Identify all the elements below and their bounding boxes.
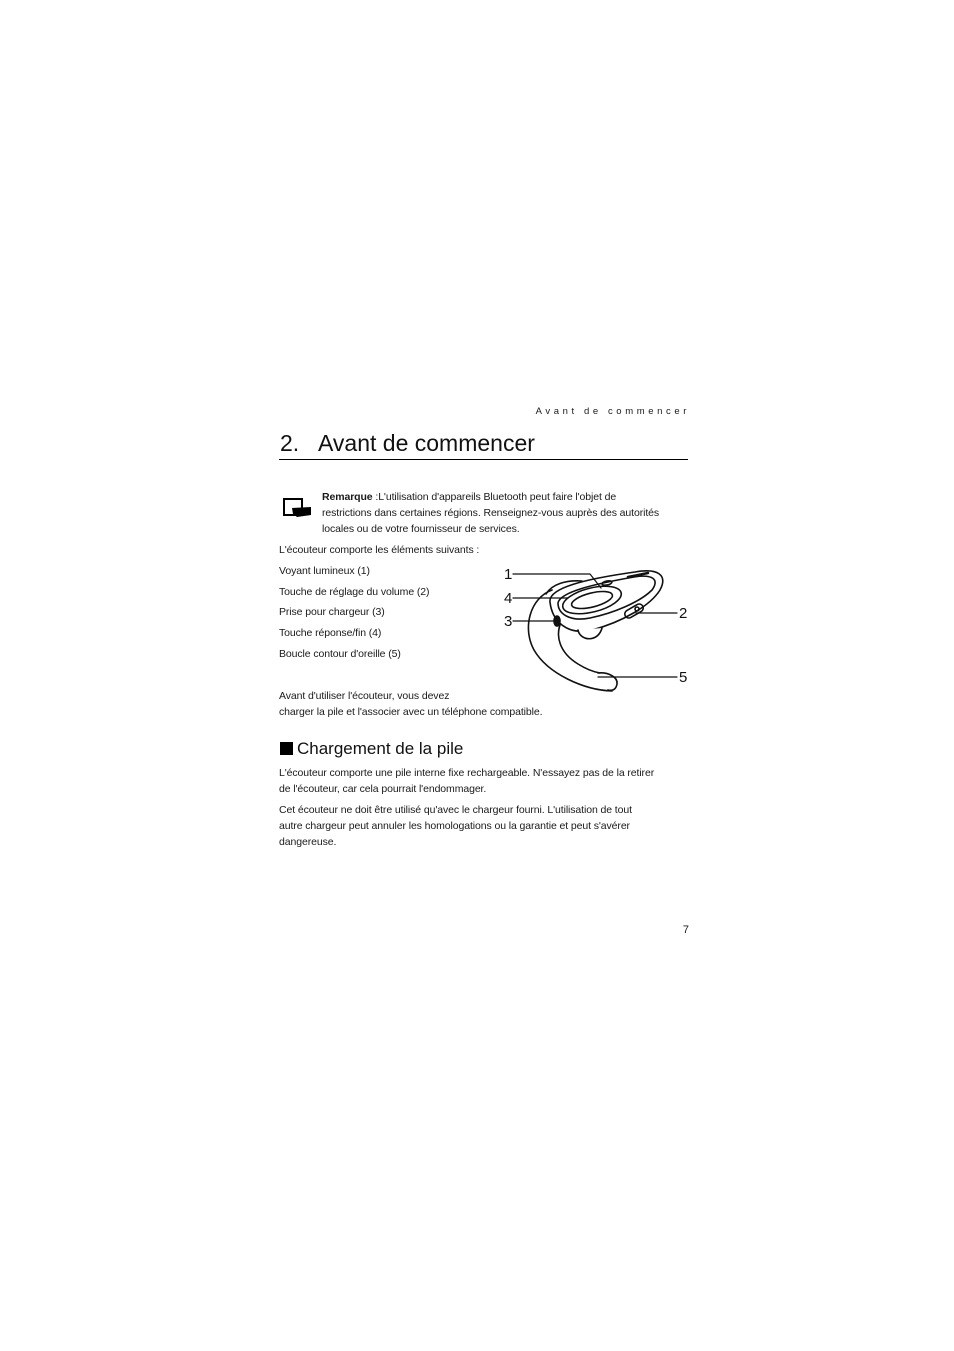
note-line-3: locales ou de votre fournisseur de services. — [322, 523, 520, 535]
paragraph-2-line-3: dangereuse. — [279, 836, 337, 848]
square-bullet-icon — [280, 742, 293, 755]
part-item: Voyant lumineux (1) — [279, 565, 370, 577]
callout-1: 1 — [504, 566, 513, 583]
part-item: Boucle contour d'oreille (5) — [279, 648, 401, 660]
callout-4: 4 — [504, 590, 513, 607]
note-line-1 — [322, 490, 616, 504]
before-use-line-2: charger la pile et l'associer avec un téléphone compatible. — [279, 706, 543, 718]
parts-intro: L'écouteur comporte les éléments suivants : — [279, 544, 480, 556]
ear-loop-tip — [598, 673, 617, 690]
section-title: Chargement de la pile — [297, 739, 464, 758]
running-header: Avant de commencer — [535, 406, 690, 417]
paragraph-1-line-1: L'écouteur comporte une pile interne fixe rechargeable. N'essayez pas de la retirer — [279, 767, 655, 779]
chapter-number: 2. — [280, 430, 300, 456]
note-line-2: restrictions dans certaines régions. Renseignez-vous auprès des autorités — [322, 507, 660, 519]
part-item: Prise pour chargeur (3) — [279, 606, 385, 618]
note-label: Remarque — [322, 491, 373, 503]
callout-3: 3 — [504, 613, 513, 630]
paragraph-2-line-1: Cet écouteur ne doit être utilisé qu'avec le chargeur fourni. L'utilisation de tout — [279, 804, 632, 816]
page-number: 7 — [682, 924, 689, 936]
note-text-1: :L'utilisation d'appareils Bluetooth peut faire l'objet de — [372, 491, 617, 503]
callout-5: 5 — [679, 669, 688, 686]
part-item: Touche de réglage du volume (2) — [279, 586, 430, 598]
headset-illustration — [495, 560, 695, 695]
paragraph-2-line-2: autre chargeur peut annuler les homologations ou la garantie et peut s'avérer — [279, 820, 630, 832]
note-icon — [281, 495, 313, 521]
before-use-line-1: Avant d'utiliser l'écouteur, vous devez — [279, 690, 450, 702]
chapter-title: Avant de commencer — [318, 430, 535, 456]
part-item: Touche réponse/fin (4) — [279, 627, 382, 639]
paragraph-1-line-2: de l'écouteur, car cela pourrait l'endommager. — [279, 783, 487, 795]
chapter-rule — [279, 459, 688, 460]
callout-2: 2 — [679, 605, 688, 622]
